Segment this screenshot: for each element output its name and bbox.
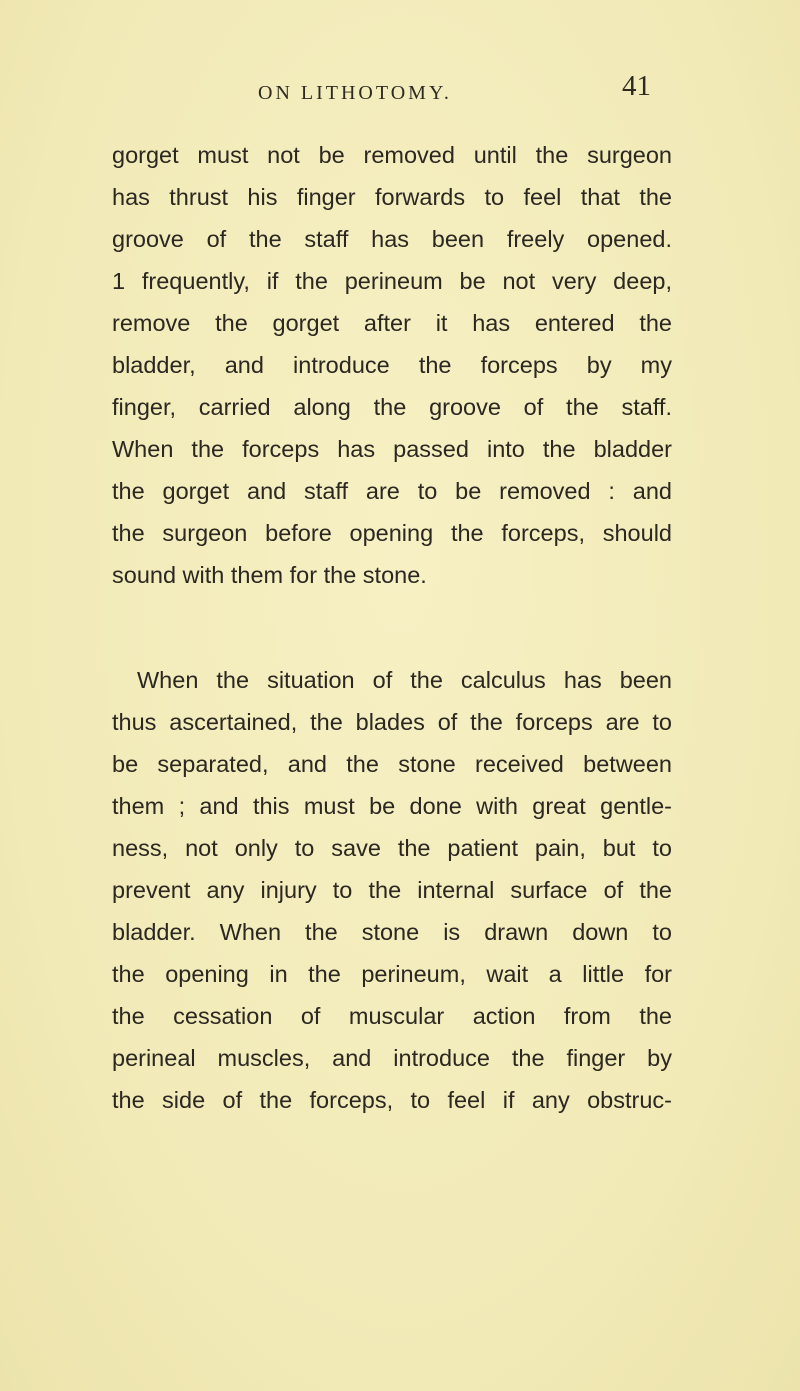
text-line: 1 frequently, if the perineum be not very deep,	[112, 268, 672, 294]
text-line: gorget must not be removed until the surgeon	[112, 142, 672, 168]
text-line: remove the gorget after it has entered the	[112, 310, 672, 336]
text-line: the surgeon before opening the forceps, should	[112, 520, 672, 546]
text-line: perineal muscles, and introduce the finger by	[112, 1045, 672, 1071]
text-line: ness, not only to save the patient pain, but to	[112, 835, 672, 861]
text-line: prevent any injury to the internal surface of the	[112, 877, 672, 903]
running-title: ON LITHOTOMY.	[258, 82, 452, 104]
text-line: the cessation of muscular action from the	[112, 1003, 672, 1029]
text-line: bladder, and introduce the forceps by my	[112, 352, 672, 378]
page-number: 41	[622, 70, 651, 102]
text-line: groove of the staff has been freely opened.	[112, 226, 672, 252]
text-line: has thrust his finger forwards to feel that the	[112, 184, 672, 210]
text-line: be separated, and the stone received between	[112, 751, 672, 777]
text-line: When the forceps has passed into the bladder	[112, 436, 672, 462]
text-line: the gorget and staff are to be removed : and	[112, 478, 672, 504]
text-line: them ; and this must be done with great gentle-	[112, 793, 672, 819]
text-line: the side of the forceps, to feel if any obstruc-	[112, 1087, 672, 1113]
text-line: thus ascertained, the blades of the forceps are to	[112, 709, 672, 735]
text-line: bladder. When the stone is drawn down to	[112, 919, 672, 945]
text-line: sound with them for the stone.	[112, 562, 427, 588]
text-line: the opening in the perineum, wait a little for	[112, 961, 672, 987]
text-line: finger, carried along the groove of the staff.	[112, 394, 672, 420]
text-line: When the situation of the calculus has been	[137, 667, 672, 693]
